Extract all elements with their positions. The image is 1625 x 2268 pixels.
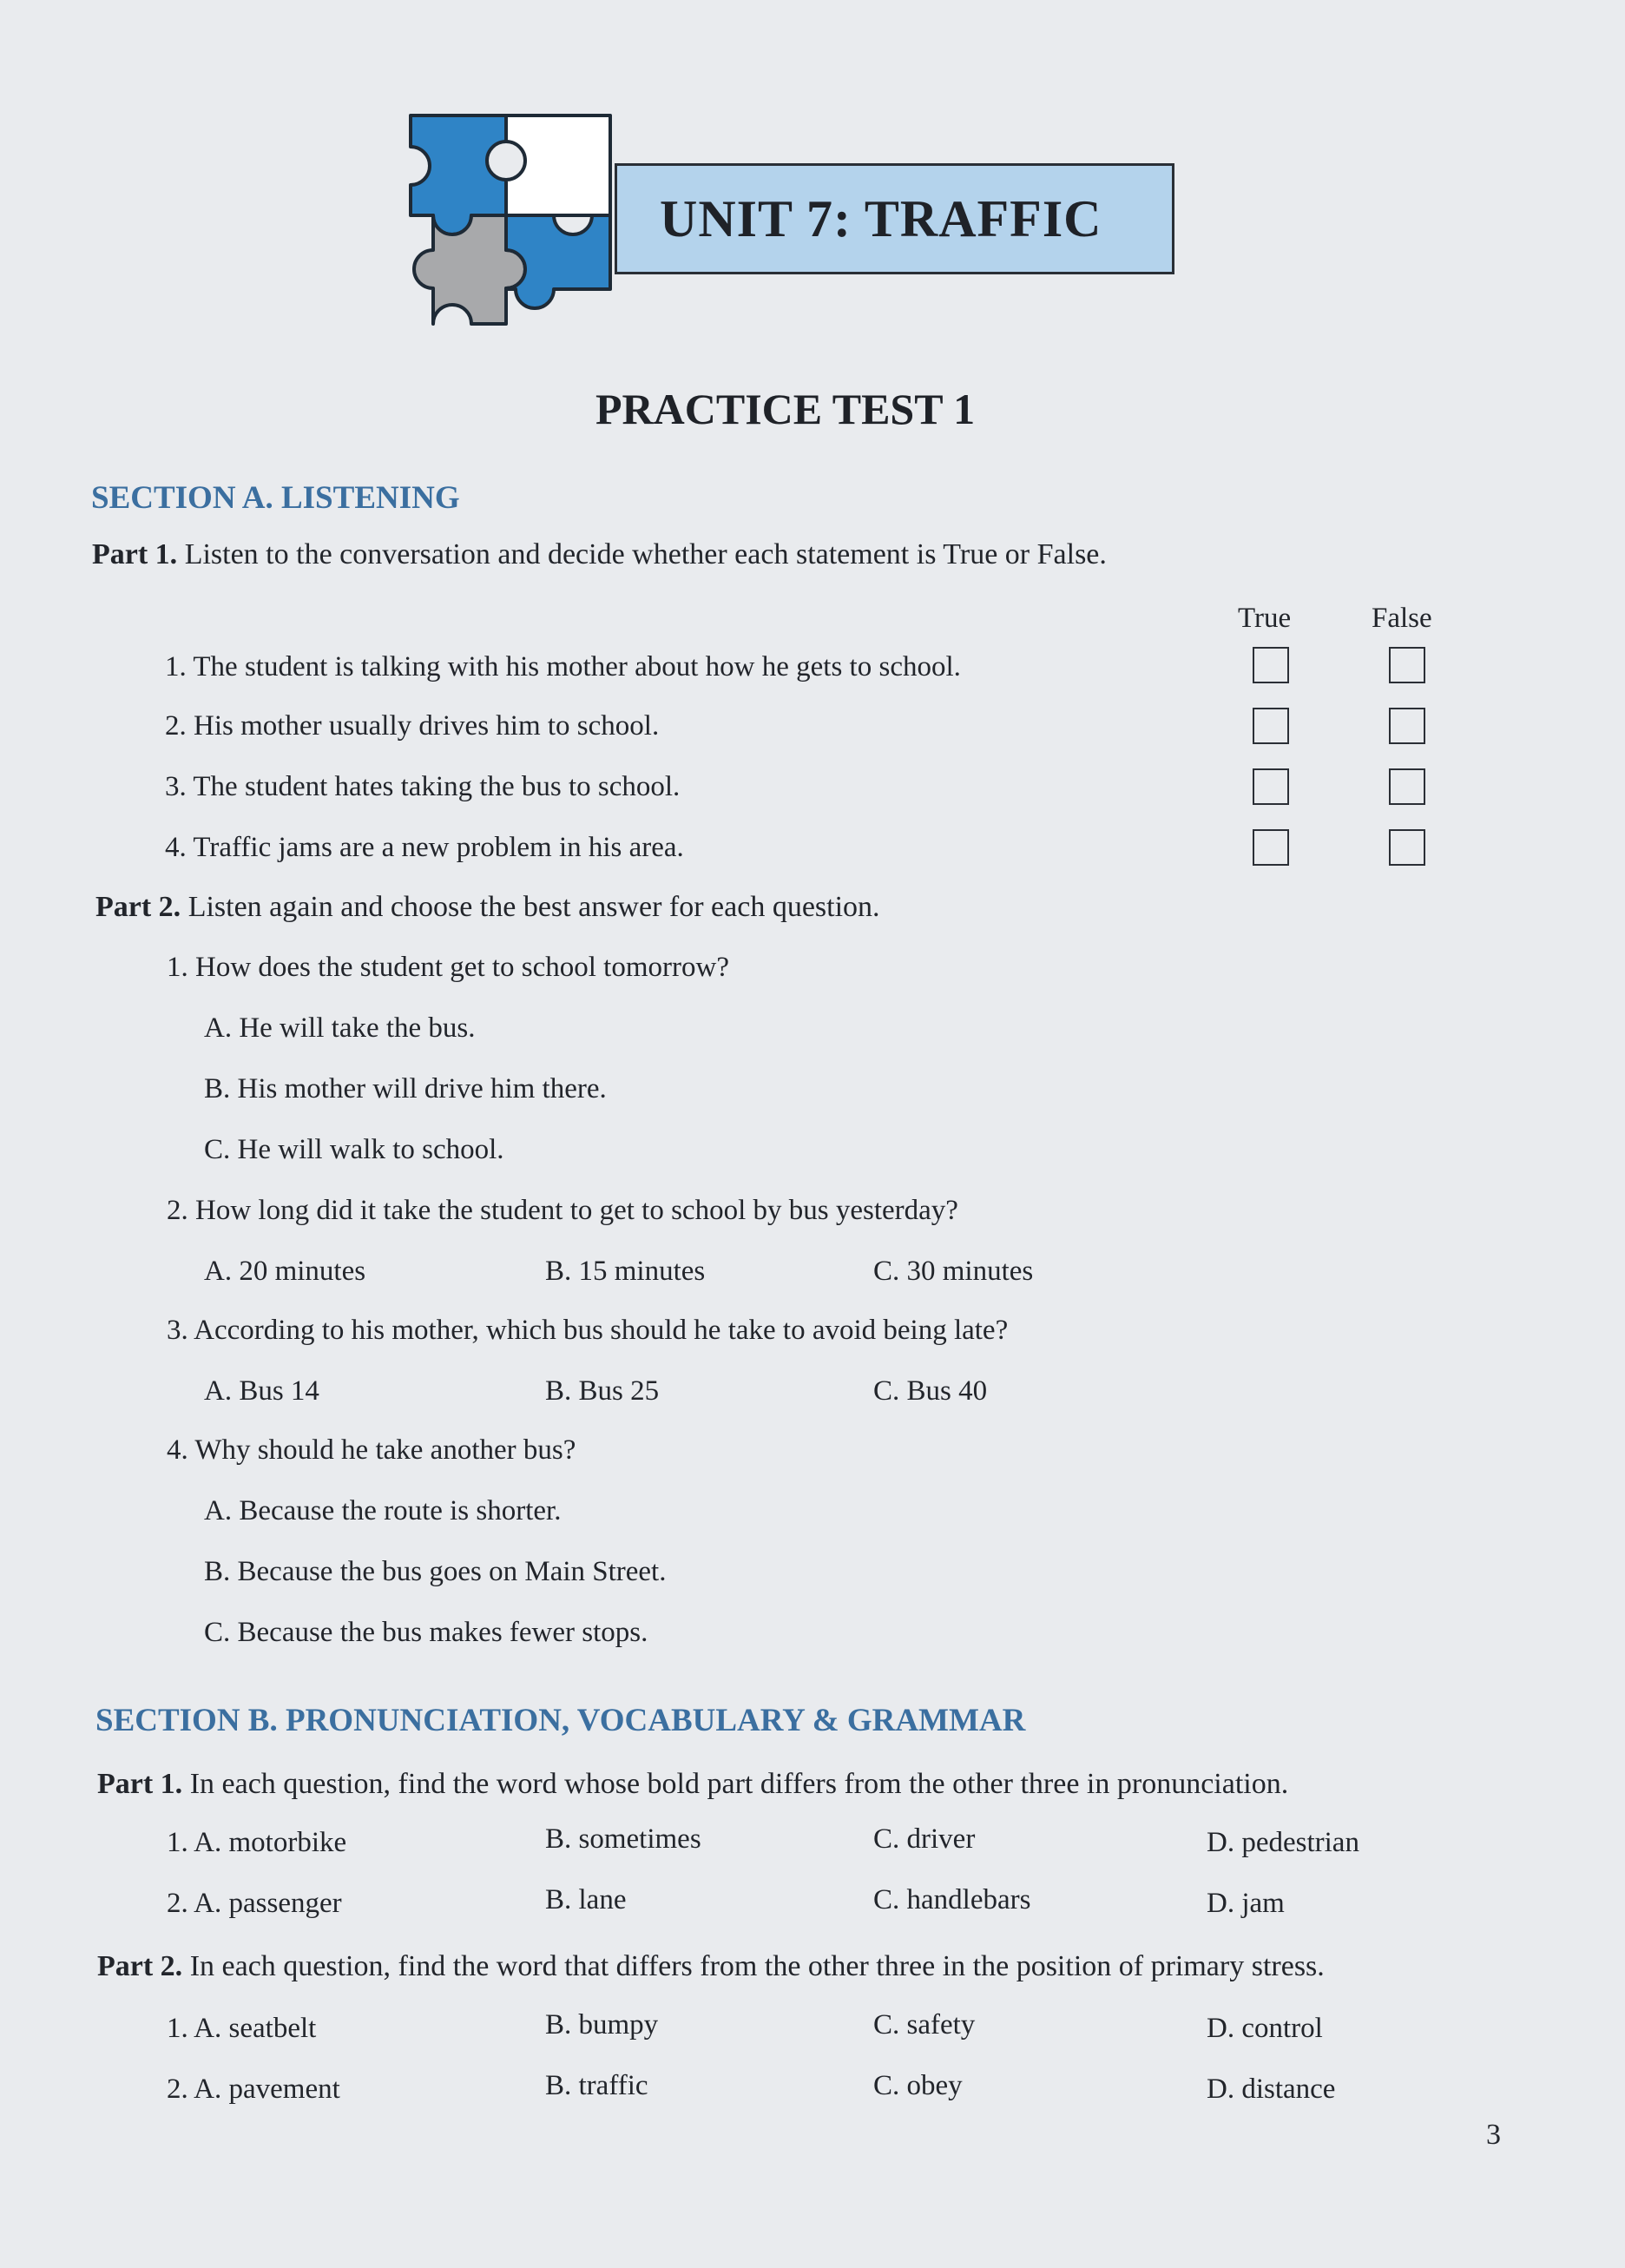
true-column-header: True bbox=[1238, 603, 1292, 634]
pron-q1-c: C. driver bbox=[873, 1823, 976, 1855]
pron-q1-d: D. pedestrian bbox=[1207, 1827, 1359, 1858]
stress-q1-c: C. safety bbox=[873, 2009, 976, 2041]
question-2-option-c: C. 30 minutes bbox=[873, 1256, 1034, 1287]
tf-statement-2: 2. His mother usually drives him to school. bbox=[165, 710, 660, 742]
pron-q2-c: C. handlebars bbox=[873, 1884, 1031, 1915]
part-instruction: In each question, find the word whose bold part differs from the other three in pronunciation. bbox=[189, 1768, 1289, 1800]
unit-title: UNIT 7: TRAFFIC bbox=[660, 190, 1102, 247]
stress-q2-b: B. traffic bbox=[545, 2070, 648, 2101]
question-3-option-b: B. Bus 25 bbox=[545, 1375, 660, 1407]
true-checkbox-3[interactable] bbox=[1253, 768, 1289, 805]
question-1-option-b: B. His mother will drive him there. bbox=[204, 1073, 607, 1104]
stress-q1-d: D. control bbox=[1207, 2013, 1323, 2044]
question-4-option-a: A. Because the route is shorter. bbox=[204, 1495, 562, 1526]
stress-q1-b: B. bumpy bbox=[545, 2009, 659, 2041]
pron-q1-b: B. sometimes bbox=[545, 1823, 701, 1855]
true-checkbox-2[interactable] bbox=[1253, 708, 1289, 744]
part-label: Part 1. bbox=[92, 538, 178, 570]
false-checkbox-2[interactable] bbox=[1389, 708, 1425, 744]
puzzle-icon bbox=[402, 111, 619, 328]
section-b-part1-instruction bbox=[97, 1768, 1288, 1801]
section-a-part2-instruction bbox=[95, 891, 880, 924]
section-b-part2-instruction bbox=[97, 1950, 1325, 1983]
pron-q2-a: 2. A. passenger bbox=[167, 1888, 342, 1919]
part-label: Part 2. bbox=[95, 891, 181, 923]
page-number: 3 bbox=[1486, 2119, 1501, 2151]
question-1-option-a: A. He will take the bus. bbox=[204, 1012, 476, 1044]
question-3: 3. According to his mother, which bus should he take to avoid being late? bbox=[167, 1315, 1009, 1346]
false-checkbox-3[interactable] bbox=[1389, 768, 1425, 805]
section-b-title: SECTION B. PRONUNCIATION, VOCABULARY & GRAMMAR bbox=[95, 1703, 1026, 1738]
false-checkbox-4[interactable] bbox=[1389, 829, 1425, 866]
question-4: 4. Why should he take another bus? bbox=[167, 1434, 576, 1466]
question-1-option-c: C. He will walk to school. bbox=[204, 1134, 504, 1165]
false-column-header: False bbox=[1372, 603, 1432, 634]
true-checkbox-4[interactable] bbox=[1253, 829, 1289, 866]
part-instruction: Listen to the conversation and decide whether each statement is True or False. bbox=[184, 538, 1107, 570]
part-label: Part 2. bbox=[97, 1950, 183, 1982]
question-2: 2. How long did it take the student to get to school by bus yesterday? bbox=[167, 1195, 958, 1226]
question-3-option-a: A. Bus 14 bbox=[204, 1375, 319, 1407]
tf-statement-1: 1. The student is talking with his mother about how he gets to school. bbox=[165, 651, 961, 682]
tf-statement-4: 4. Traffic jams are a new problem in his area. bbox=[165, 832, 684, 863]
pron-q1-a: 1. A. motorbike bbox=[167, 1827, 347, 1858]
practice-title: PRACTICE TEST 1 bbox=[595, 385, 976, 433]
question-4-option-c: C. Because the bus makes fewer stops. bbox=[204, 1617, 648, 1648]
pron-q2-d: D. jam bbox=[1207, 1888, 1285, 1919]
false-checkbox-1[interactable] bbox=[1389, 647, 1425, 683]
question-3-option-c: C. Bus 40 bbox=[873, 1375, 988, 1407]
stress-q2-c: C. obey bbox=[873, 2070, 963, 2101]
part-instruction: In each question, find the word that differs from the other three in the position of primary stress. bbox=[189, 1950, 1325, 1982]
question-2-option-b: B. 15 minutes bbox=[545, 1256, 706, 1287]
stress-q2-d: D. distance bbox=[1207, 2074, 1336, 2105]
question-2-option-a: A. 20 minutes bbox=[204, 1256, 366, 1287]
part-instruction: Listen again and choose the best answer for each question. bbox=[188, 891, 880, 923]
tf-statement-3: 3. The student hates taking the bus to school. bbox=[165, 771, 681, 802]
section-a-part1-instruction bbox=[92, 538, 1107, 571]
question-1: 1. How does the student get to school tomorrow? bbox=[167, 952, 729, 983]
pron-q2-b: B. lane bbox=[545, 1884, 627, 1915]
part-label: Part 1. bbox=[97, 1768, 183, 1800]
stress-q2-a: 2. A. pavement bbox=[167, 2074, 340, 2105]
question-4-option-b: B. Because the bus goes on Main Street. bbox=[204, 1556, 667, 1587]
true-checkbox-1[interactable] bbox=[1253, 647, 1289, 683]
stress-q1-a: 1. A. seatbelt bbox=[167, 2013, 317, 2044]
section-a-title: SECTION A. LISTENING bbox=[91, 480, 460, 516]
